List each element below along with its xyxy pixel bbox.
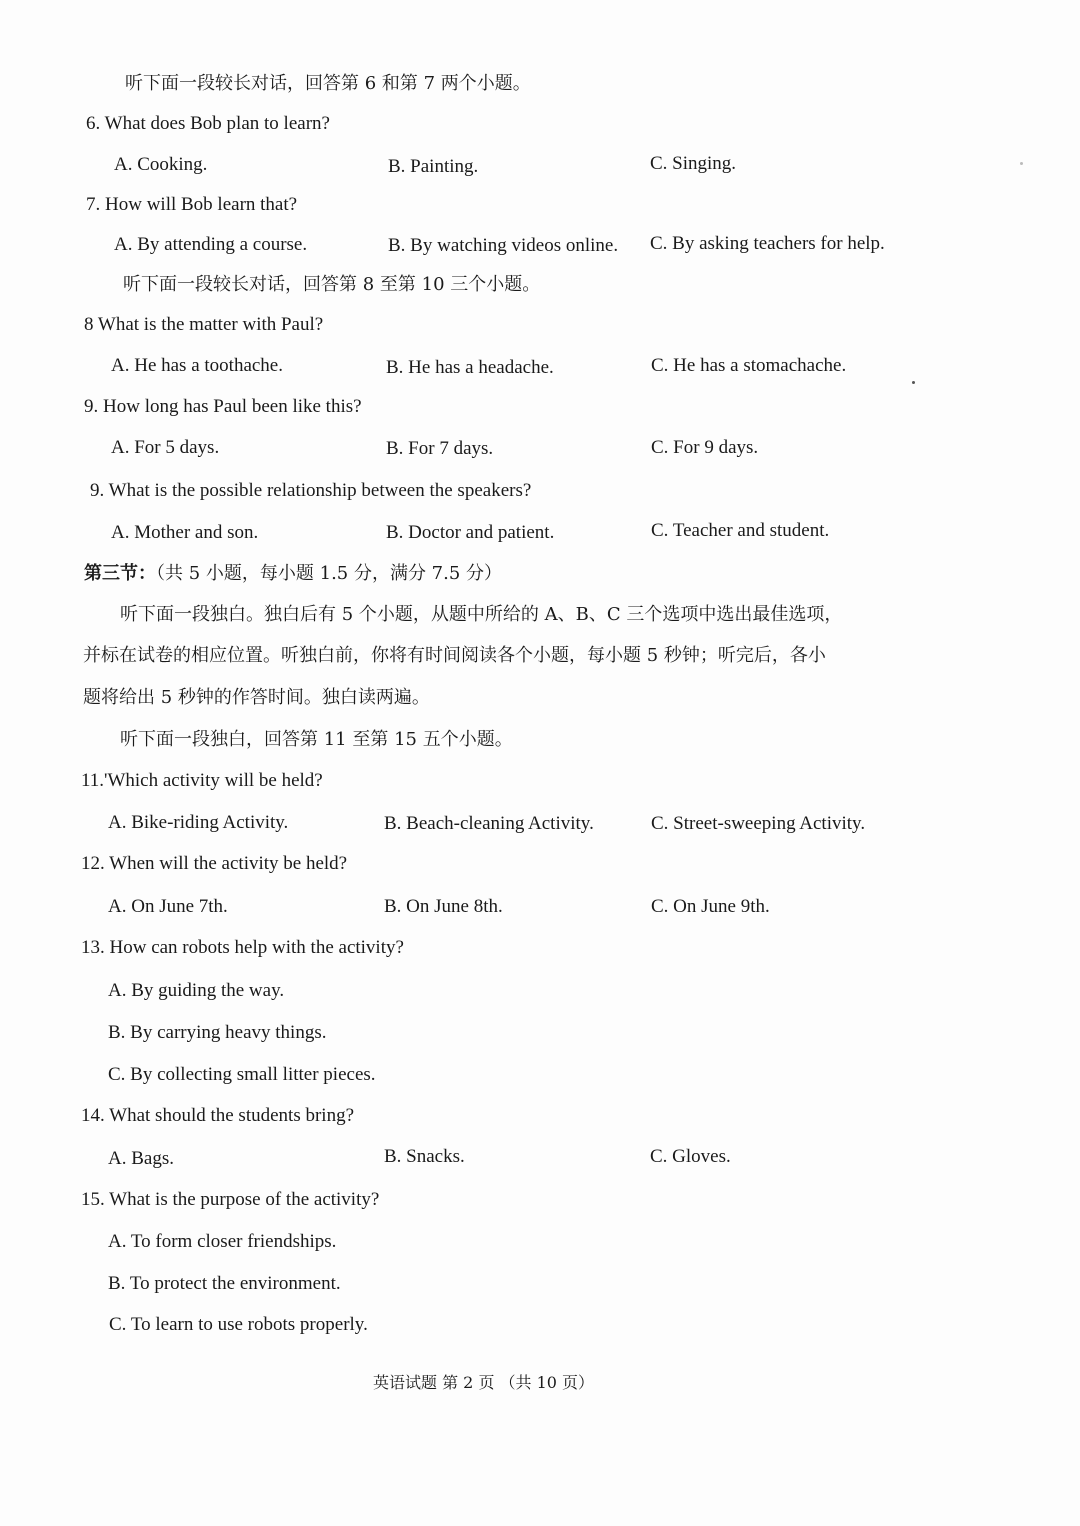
- scan-speck: [1020, 162, 1023, 165]
- question-15-option-a: A. To form closer friendships.: [108, 1231, 337, 1252]
- question-10-option-c: C. Teacher and student.: [651, 520, 830, 541]
- question-8-option-a: A. He has a toothache.: [111, 355, 283, 376]
- question-9-option-c: C. For 9 days.: [651, 437, 759, 458]
- instruction-q8-10: 听下面一段较长对话，回答第 8 至第 10 三个小题。: [123, 274, 541, 295]
- section-3-header: [84, 562, 502, 586]
- section-3-score: （共 5 小题，每小题 1.5 分，满分 7.5 分）: [156, 563, 503, 584]
- question-13-option-b: B. By carrying heavy things.: [108, 1022, 327, 1043]
- question-9-option-a: A. For 5 days.: [111, 437, 220, 458]
- question-10-stem: 9. What is the possible relationship between the speakers?: [90, 480, 532, 501]
- question-12-option-a: A. On June 7th.: [108, 896, 228, 917]
- question-6-option-c: C. Singing.: [650, 153, 737, 174]
- section-3-paragraph-line-1: 听下面一段独白。独白后有 5 个小题，从题中所给的 A、B、C 三个选项中选出最佳选项，: [120, 604, 843, 625]
- question-12-stem: 12. When will the activity be held?: [81, 853, 348, 874]
- section-3-title: 第三节：: [84, 563, 156, 584]
- question-8-stem: 8 What is the matter with Paul?: [84, 314, 324, 335]
- question-7-option-a: A. By attending a course.: [114, 234, 308, 255]
- question-14-stem: 14. What should the students bring?: [81, 1105, 355, 1126]
- question-6-option-a: A. Cooking.: [114, 154, 208, 175]
- question-7-option-c: C. By asking teachers for help.: [650, 233, 885, 254]
- question-6-stem: 6. What does Bob plan to learn?: [86, 113, 330, 134]
- question-7-stem: 7. How will Bob learn that?: [86, 194, 298, 215]
- question-11-option-b: B. Beach-cleaning Activity.: [384, 813, 594, 834]
- question-13-option-c: C. By collecting small litter pieces.: [108, 1064, 376, 1085]
- instruction-q11-15: 听下面一段独白，回答第 11 至第 15 五个小题。: [120, 729, 513, 750]
- question-12-option-b: B. On June 8th.: [384, 896, 503, 917]
- question-11-stem: 11.'Which activity will be held?: [81, 770, 323, 791]
- question-7-option-b: B. By watching videos online.: [388, 235, 619, 256]
- question-14-option-c: C. Gloves.: [650, 1146, 731, 1167]
- section-3-paragraph-line-3: 题将给出 5 秒钟的作答时间。独白读两遍。: [83, 687, 430, 708]
- question-15-stem: 15. What is the purpose of the activity?: [81, 1189, 380, 1210]
- question-10-option-b: B. Doctor and patient.: [386, 522, 555, 543]
- question-14-option-a: A. Bags.: [108, 1148, 174, 1169]
- question-8-option-c: C. He has a stomachache.: [651, 355, 847, 376]
- question-11-option-c: C. Street-sweeping Activity.: [651, 813, 866, 834]
- question-11-option-a: A. Bike-riding Activity.: [108, 812, 289, 833]
- question-10-option-a: A. Mother and son.: [111, 522, 259, 543]
- question-15-option-b: B. To protect the environment.: [108, 1273, 341, 1294]
- question-12-option-c: C. On June 9th.: [651, 896, 770, 917]
- section-3-paragraph-line-2: 并标在试卷的相应位置。听独白前，你将有时间阅读各个小题，每小题 5 秒钟；听完后，各小: [83, 645, 826, 666]
- page-footer: 英语试题 第 2 页 （共 10 页）: [373, 1373, 595, 1392]
- question-13-option-a: A. By guiding the way.: [108, 980, 285, 1001]
- question-14-option-b: B. Snacks.: [384, 1146, 465, 1167]
- scan-speck: [912, 381, 915, 384]
- instruction-q6-7: 听下面一段较长对话，回答第 6 和第 7 两个小题。: [125, 73, 531, 94]
- question-8-option-b: B. He has a headache.: [386, 357, 554, 378]
- question-15-option-c: C. To learn to use robots properly.: [109, 1314, 368, 1335]
- question-9-stem: 9. How long has Paul been like this?: [84, 396, 362, 417]
- question-13-stem: 13. How can robots help with the activity?: [81, 937, 404, 958]
- question-9-option-b: B. For 7 days.: [386, 438, 494, 459]
- question-6-option-b: B. Painting.: [388, 156, 479, 177]
